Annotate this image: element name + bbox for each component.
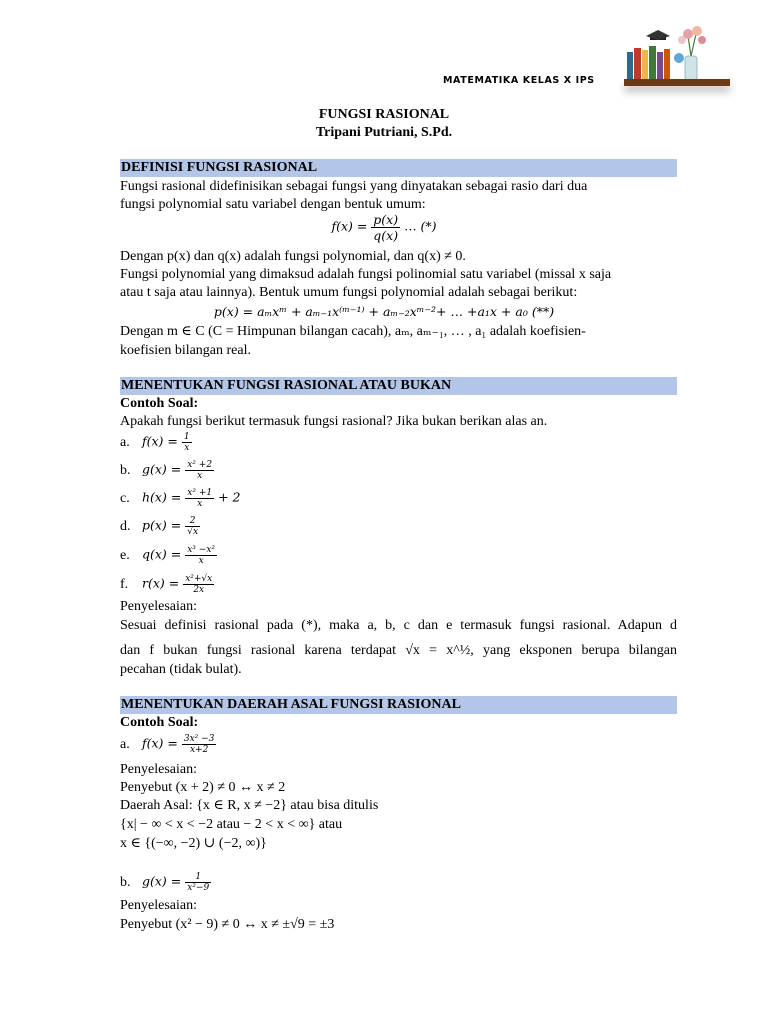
list-item: e. q(x) = $\frac{\text{x³ −x²}}{x}$ — [120, 545, 216, 566]
example-a: a. f(x) = $\frac{\text{3x² −3}}{x+2}$ — [120, 734, 215, 755]
section-heading-definisi: DEFINISI FUNGSI RASIONAL — [120, 159, 677, 177]
doc-author: Tripani Putriani, S.Pd. — [315, 125, 453, 140]
formula-denominator: q(x) — [373, 228, 399, 243]
example-label: Contoh Soal: — [120, 715, 199, 730]
list-item: c. h(x) = $\frac{\text{x² +1}}{x}$ + 2 — [120, 488, 241, 509]
list-item: b. g(x) = $\frac{\text{x² +2}}{x}$ — [120, 460, 213, 481]
solution-line: pecahan (tidak bulat). — [120, 662, 242, 677]
list-item: f. r(x) = $\frac{\text{x²+√x}}{2x}$ — [120, 574, 213, 595]
header-label: MATEMATIKA KELAS X IPS — [443, 75, 595, 86]
solution-line: Penyebut (x² − 9) ≠ 0 ↔ x ≠ ±√9 = ±3 — [120, 917, 335, 932]
paragraph-line: atau t saja atau lainnya). Bentuk umum fungsi polynomial adalah sebagai berikut: — [120, 285, 578, 300]
formula-lhs: f(x) = — [331, 218, 372, 234]
section-heading-daerah-asal: MENENTUKAN DAERAH ASAL FUNGSI RASIONAL — [120, 696, 677, 714]
list-item: d. p(x) = $\frac{2}{√x}$ — [120, 516, 199, 537]
solution-line: Daerah Asal: {x ∈ R, x ≠ −2} atau bisa ditulis — [120, 798, 379, 813]
paragraph-line: Dengan p(x) dan q(x) adalah fungsi polynomial, dan q(x) ≠ 0. — [120, 249, 466, 264]
solution-line: Sesuai definisi rasional pada (*), maka a, b, c dan e termasuk fungsi rasional. Adapun d — [120, 618, 677, 633]
solution-line: Penyebut (x + 2) ≠ 0 ↔ x ≠ 2 — [120, 780, 286, 795]
example-label: Contoh Soal: — [120, 396, 199, 411]
shelf — [624, 79, 730, 86]
formula-numerator: p(x) — [373, 212, 399, 227]
solution-label: Penyelesaian: — [120, 762, 197, 777]
question-text: Apakah fungsi berikut termasuk fungsi rasional? Jika bukan berikan alas an. — [120, 414, 548, 429]
paragraph-line: Fungsi rasional didefinisikan sebagai fungsi yang dinyatakan sebagai rasio dari dua — [120, 179, 588, 194]
solution-line: dan f bukan fungsi rasional karena terdapat √x = x^½, yang eksponen berupa bilangan — [120, 643, 677, 658]
paragraph-line: Fungsi polynomial yang dimaksud adalah fungsi polinomial satu variabel (missal x saja — [120, 267, 612, 282]
paragraph-line: koefisien bilangan real. — [120, 343, 252, 358]
list-item: a. f(x) = $\frac{1}{x}$ — [120, 432, 190, 453]
solution-label: Penyelesaian: — [120, 599, 197, 614]
solution-label: Penyelesaian: — [120, 898, 197, 913]
formula-rational — [0, 212, 768, 243]
formula-tag: … (*) — [400, 218, 437, 234]
formula-polynomial: p(x) = aₘxᵐ + aₘ₋₁x⁽ᵐ⁻¹⁾ + aₘ₋₂xᵐ⁻²+ … +a₁x + a₀ (**) — [213, 304, 555, 319]
paragraph-line: Dengan m ∈ C (C = Himpunan bilangan cacah), aₘ, aₘ₋₁, … , a₁ adalah koefisien- — [120, 324, 586, 339]
section-heading-menentukan: MENENTUKAN FUNGSI RASIONAL ATAU BUKAN — [120, 377, 677, 395]
books-and-flower-vase-icon — [622, 22, 730, 82]
example-b: b. g(x) = $\frac{1}{\text{x²−9}}$ — [120, 872, 210, 893]
solution-line: {x| − ∞ < x < −2 atau − 2 < x < ∞} atau — [120, 817, 343, 832]
solution-line: x ∈ {(−∞, −2) ∪ (−2, ∞)} — [120, 836, 267, 851]
doc-title: FUNGSI RASIONAL — [318, 107, 450, 122]
paragraph-line: fungsi polynomial satu variabel dengan bentuk umum: — [120, 197, 426, 212]
